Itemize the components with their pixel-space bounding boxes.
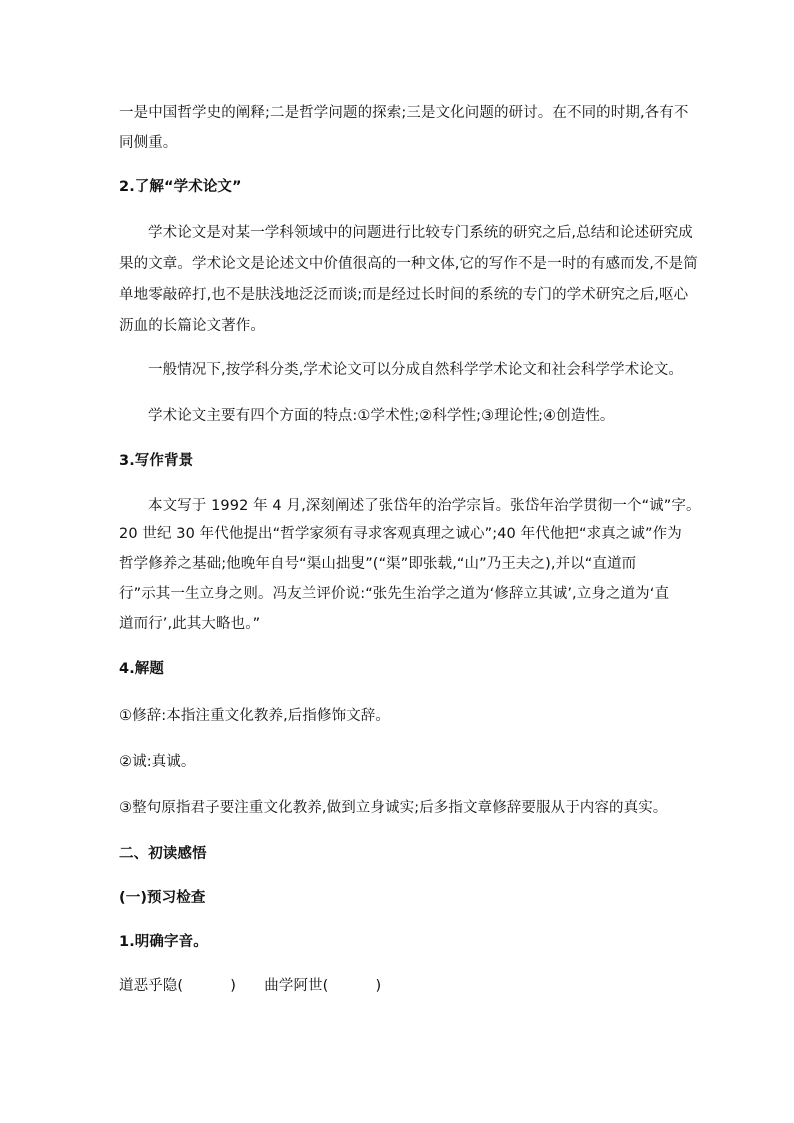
- explanation-item-1: ①修辞:本指注重文化教养,后指修饰文辞。: [119, 708, 390, 724]
- section-2-paragraph-1-line-4: 沥血的长篇论文著作。: [119, 318, 265, 334]
- section-2-paragraph-3: 学术论文主要有四个方面的特点:①学术性;②科学性;③理论性;④创造性。: [148, 408, 615, 424]
- question-1-heading: 1.明确字音。: [119, 934, 208, 950]
- intro-line-2: 同侧重。: [119, 135, 178, 151]
- section-3-line-5: 道而行’,此其大略也。”: [119, 616, 261, 632]
- part-2-heading: 二、初读感悟: [119, 846, 207, 862]
- section-3-heading: 3.写作背景: [119, 453, 194, 469]
- section-3-line-3: 哲学修养之基础;他晚年自号“渠山拙叟”(“渠”即张载,“山”乃王夫之),并以“直道而: [119, 556, 637, 572]
- section-2-heading: 2.了解“学术论文”: [119, 179, 242, 195]
- section-2-paragraph-1-line-1: 学术论文是对某一学科领域中的问题进行比较专门系统的研究之后,总结和论述研究成: [148, 225, 693, 241]
- preview-check-heading: (一)预习检查: [119, 890, 206, 906]
- section-3-line-2: 20 世纪 30 年代他提出“哲学家须有寻求客观真理之诚心”;40 年代他把“求真之诚”作为: [119, 526, 682, 542]
- section-2-paragraph-1-line-2: 果的文章。学术论文是论述文中价值很高的一种文体,它的写作不是一时的有感而发,不是简: [119, 256, 698, 272]
- section-2-paragraph-2: 一般情况下,按学科分类,学术论文可以分成自然科学学术论文和社会科学学术论文。: [148, 362, 684, 378]
- section-2-paragraph-1-line-3: 单地零敲碎打,也不是肤浅地泛泛而谈;而是经过长时间的系统的专门的学术研究之后,呕心: [119, 287, 689, 303]
- explanation-item-2: ②诚:真诚。: [119, 754, 196, 770]
- question-1-pronunciation-line: 道恶乎隐( ) 曲学阿世( ): [119, 978, 382, 994]
- section-3-line-1: 本文写于 1992 年 4 月,深刻阐述了张岱年的治学宗旨。张岱年治学贯彻一个“诚”字。: [148, 498, 701, 514]
- section-3-line-4: 行”示其一生立身之则。冯友兰评价说:“张先生治学之道为‘修辞立其诚’,立身之道为‘直: [119, 586, 670, 602]
- section-4-heading: 4.解题: [119, 661, 164, 677]
- intro-line-1: 一是中国哲学史的阐释;二是哲学问题的探索;三是文化问题的研讨。在不同的时期,各有不: [119, 105, 689, 121]
- explanation-item-3: ③整句原指君子要注重文化教养,做到立身诚实;后多指文章修辞要服从于内容的真实。: [119, 800, 668, 816]
